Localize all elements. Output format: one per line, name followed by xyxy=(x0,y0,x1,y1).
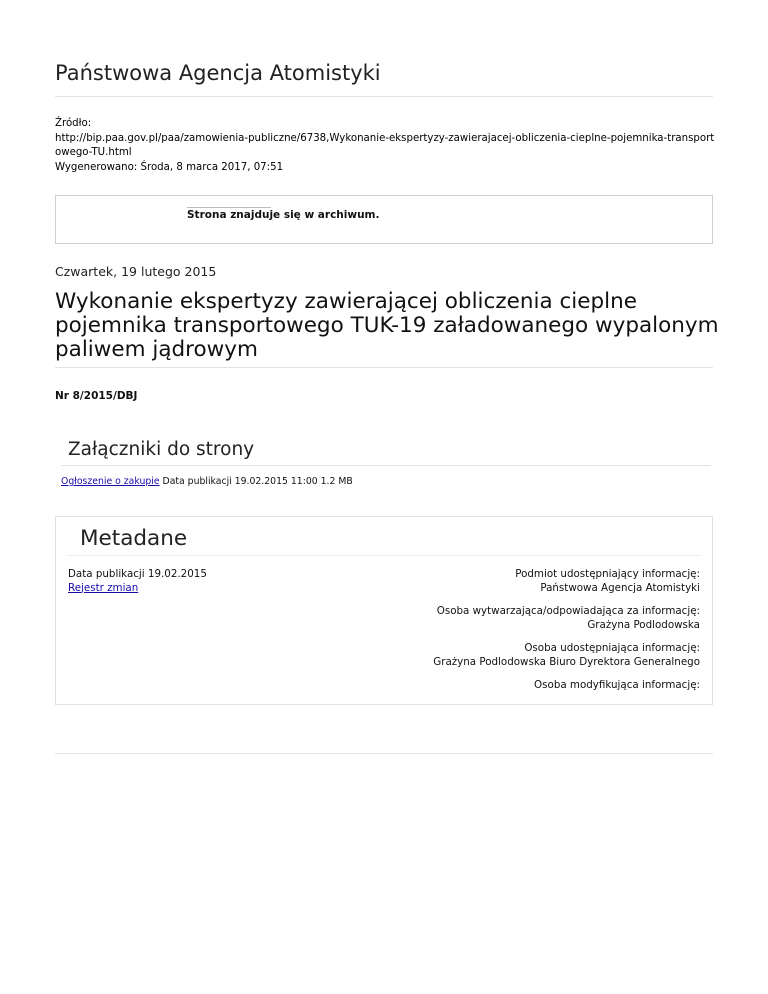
metadata-entry-label: Podmiot udostępniający informację: xyxy=(515,568,700,580)
article-title: Wykonanie ekspertyzy zawierającej obliczenia cieplne pojemnika transportowego TUK-19 załadowanego wypalonym paliwem jądrowym xyxy=(55,289,719,362)
metadata-entry xyxy=(280,568,700,595)
metadata-entry-label: Osoba modyfikująca informację: xyxy=(534,679,700,691)
archive-notice-line xyxy=(187,207,271,208)
metadata-entry-label: Osoba udostępniająca informację: xyxy=(524,642,700,654)
changelog-link[interactable]: Rejestr zmian xyxy=(68,581,139,594)
metadata-entry xyxy=(280,642,700,669)
source-url: http://bip.paa.gov.pl/paa/zamowienia-publiczne/6738,Wykonanie-ekspertyzy-zawierajacej-obliczenia-cieplne-pojemnika-transportowego-TU.html xyxy=(55,132,715,158)
metadata-right xyxy=(280,568,700,703)
source-label: Źródło: xyxy=(55,118,92,129)
archive-notice-text: Strona znajduje się w archiwum. xyxy=(187,209,380,221)
metadata-entry-label: Osoba wytwarzająca/odpowiadająca za informację: xyxy=(436,605,700,617)
metadata-left xyxy=(68,568,207,595)
footer-divider xyxy=(55,753,713,754)
metadata-entry xyxy=(280,679,700,693)
article-date: Czwartek, 19 lutego 2015 xyxy=(55,264,217,279)
divider xyxy=(55,96,713,97)
source-info xyxy=(55,117,715,175)
generated-date: Wygenerowano: Środa, 8 marca 2017, 07:51 xyxy=(55,161,284,173)
article-number: Nr 8/2015/DBJ xyxy=(55,390,138,402)
attachment-info: Data publikacji 19.02.2015 11:00 1.2 MB xyxy=(162,476,353,487)
attachments-heading: Załączniki do strony xyxy=(68,439,255,460)
divider xyxy=(67,555,700,556)
publication-date: Data publikacji 19.02.2015 xyxy=(68,568,207,580)
attachment-link[interactable]: Ogłoszenie o zakupie xyxy=(61,476,160,487)
metadata-heading: Metadane xyxy=(80,526,188,551)
archive-notice-box xyxy=(55,195,713,244)
attachment-item xyxy=(61,476,353,487)
metadata-box xyxy=(55,516,713,705)
divider xyxy=(55,367,713,368)
divider xyxy=(61,465,711,466)
site-title: Państwowa Agencja Atomistyki xyxy=(55,61,381,85)
metadata-entry-value: Grażyna Podlodowska xyxy=(587,618,700,631)
metadata-entry-value: Grażyna Podlodowska Biuro Dyrektora Generalnego xyxy=(433,655,700,668)
metadata-entry-value: Państwowa Agencja Atomistyki xyxy=(540,581,700,594)
metadata-entry xyxy=(280,605,700,632)
